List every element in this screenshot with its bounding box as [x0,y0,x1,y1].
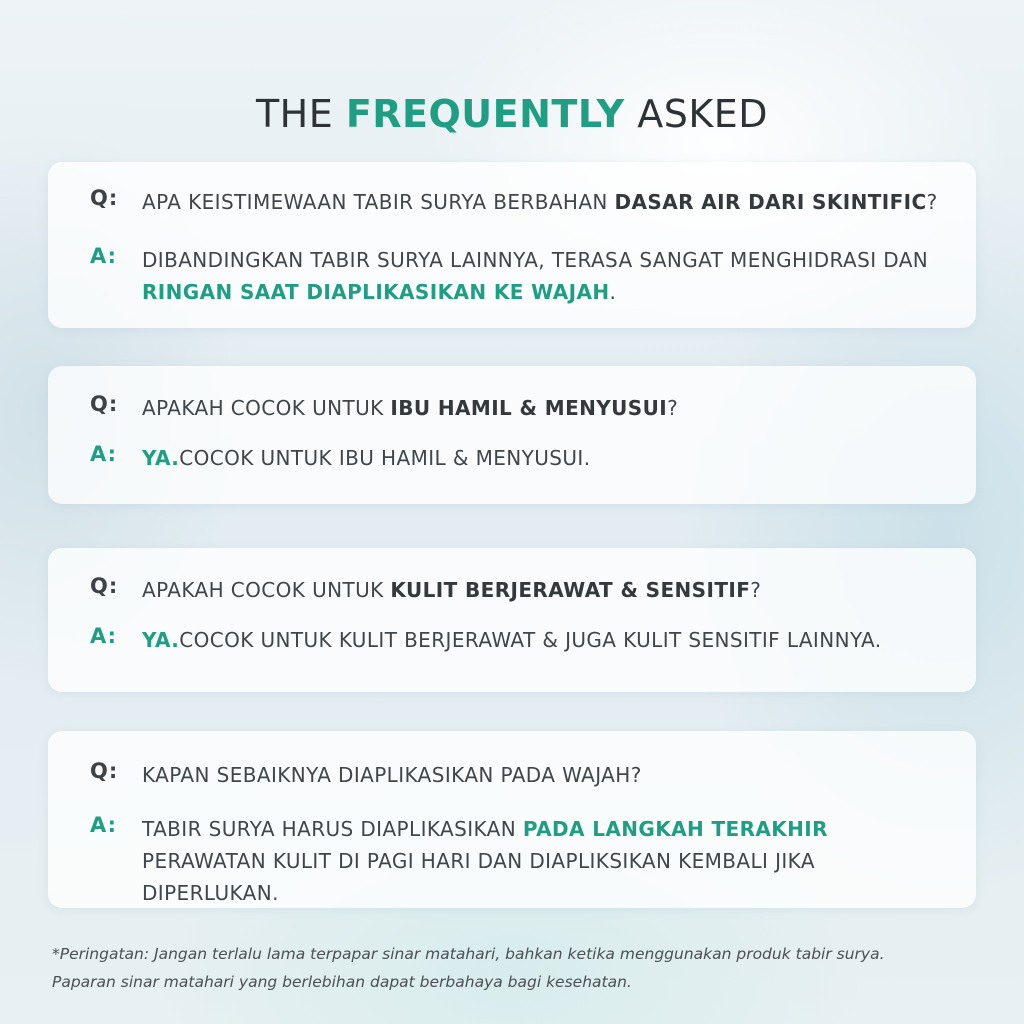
footnote-line-2: Paparan sinar matahari yang berlebihan dapat berbahaya bagi kesehatan. [52,973,632,991]
answer-label: A: [90,813,118,837]
faq-question-row [90,759,956,791]
faq-answer-row [90,624,956,656]
question-label: Q: [90,392,119,416]
question-bold: DASAR AIR DARI SKINTIFIC [614,190,927,214]
faq-question-row [90,186,956,218]
question-pre: APAKAH COCOK UNTUK [142,578,391,602]
answer-post: . [609,280,617,304]
answer-highlight: PADA LANGKAH TERAKHIR [522,817,828,841]
answer-post: COCOK UNTUK IBU HAMIL & MENYUSUI. [179,446,591,470]
title-post: ASKED [624,92,769,136]
question-text [142,186,938,218]
faq-card-3 [48,548,976,692]
answer-text [142,442,590,474]
footnote-line-1: *Peringatan: Jangan terlalu lama terpapar sinar matahari, bahkan ketika menggunakan produk tabir surya. [52,945,885,963]
faq-card-4 [48,731,976,908]
question-bold: KULIT BERJERAWAT & SENSITIF [390,578,751,602]
faq-question-row [90,392,956,424]
question-label: Q: [90,759,119,783]
faq-answer-row [90,244,956,308]
page-title [0,92,1024,136]
answer-highlight: YA. [142,446,180,470]
footnote [52,940,992,996]
answer-text [142,813,956,909]
title-accent: FREQUENTLY [345,92,625,136]
faq-answer-row [90,813,956,909]
question-post: ? [667,396,679,420]
faq-card-2 [48,366,976,504]
answer-text [142,244,956,308]
question-text [142,392,678,424]
question-label: Q: [90,186,119,210]
answer-pre: DIBANDINGKAN TABIR SURYA LAINNYA, TERASA SANGAT MENGHIDRASI DAN [142,248,929,272]
answer-text [142,624,882,656]
answer-pre: TABIR SURYA HARUS DIAPLIKASIKAN [142,817,523,841]
faq-card-1 [48,162,976,328]
question-label: Q: [90,574,119,598]
question-text [142,574,761,606]
faq-question-row [90,574,956,606]
answer-label: A: [90,624,118,648]
question-bold: IBU HAMIL & MENYUSUI [390,396,668,420]
question-pre: APA KEISTIMEWAAN TABIR SURYA BERBAHAN [142,190,615,214]
question-post: ? [750,578,762,602]
question-post: ? [926,190,938,214]
answer-highlight: YA. [142,628,180,652]
question-text [142,759,642,791]
question-pre: APAKAH COCOK UNTUK [142,396,391,420]
faq-answer-row [90,442,956,474]
question-pre: KAPAN SEBAIKNYA DIAPLIKASIKAN PADA WAJAH? [142,763,642,787]
answer-label: A: [90,244,118,268]
title-pre: THE [255,92,346,136]
answer-post: PERAWATAN KULIT DI PAGI HARI DAN DIAPLIKSIKAN KEMBALI JIKA DIPERLUKAN. [142,849,815,905]
answer-label: A: [90,442,118,466]
answer-post: COCOK UNTUK KULIT BERJERAWAT & JUGA KULIT SENSITIF LAINNYA. [179,628,882,652]
answer-highlight: RINGAN SAAT DIAPLIKASIKAN KE WAJAH [142,280,610,304]
